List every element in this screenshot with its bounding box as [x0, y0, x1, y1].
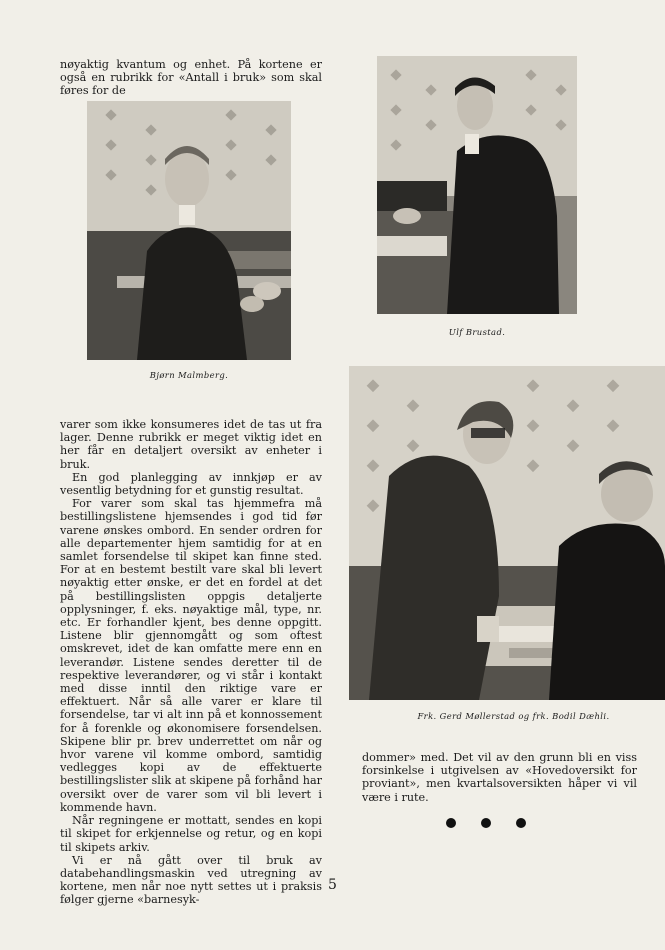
paragraph: Vi er nå gått over til bruk av databehandlingsmaskin ved utregning av kortene, men når noe nytt settes ut i praksis følger gjerne «barnesyk- [60, 853, 322, 907]
section-end-bullets [446, 818, 526, 828]
paragraph: Når regningene er mottatt, sendes en kopi til skipet for erkjennelse og retur, og en kopi til skipets arkiv. [60, 814, 322, 854]
paragraph: nøyaktig kvantum og enhet. På kortene er også en rubrikk for «Antall i bruk» som skal føres for de [60, 58, 322, 98]
page-number: 5 [328, 877, 337, 893]
bullet-dot [481, 818, 491, 828]
text-block-left [60, 418, 322, 907]
bullet-dot [516, 818, 526, 828]
text-block-top [60, 58, 322, 98]
photo-caption: Bjørn Malmberg. [149, 370, 229, 380]
bullet-dot [446, 818, 456, 828]
paragraph: varer som ikke konsumeres idet de tas ut fra lager. Denne rubrikk er meget viktig idet en her får en detaljert oversikt av enheter i bruk. [60, 418, 322, 471]
photo-ulf-brustad [377, 56, 577, 314]
paragraph: En god planlegging av innkjøp er av vesentlig betydning for et gunstig resultat. [60, 470, 322, 498]
photo-caption: Ulf Brustad. [448, 327, 506, 337]
photo-caption: Frk. Gerd Møllerstad og frk. Bodil Dæhli. [417, 711, 610, 721]
paragraph: For varer som skal tas hjemmefra må bestillingslistene hjemsendes i god tid før varene ønskes ombord. En sender ordren for alle departementer hjem samtidig for at en samlet forsendelse til skipet kan finne sted. For at en bestemt bestilt vare skal bli levert nøyaktig etter ønske, er det en fordel at det på bestillingslisten oppgis detaljerte opplysninger, f. eks. nøyaktige mål, type, nr. etc. Er forhandler kjent, bes denne oppgitt. Listene blir gjennomgått og som oftest omskrevet, idet de kan omfatte mere enn en leverandør. Listene sendes deretter til de respektive leverandører, og vi står i kontakt med disse inntil den riktige vare er effektuert. Når så alle varer er klare til forsendelse, tar vi alt inn på et konnossement for å forenkle og økonomisere forsendelsen. Skipene blir pr. brev underrettet om når og hvor varene vil komme ombord, samtidig vedlegges kopi av de effektuerte bestillingslister slik at skipene på forhånd har oversikt over de varer som vil bli levert i kommende havn. [60, 497, 322, 814]
photo-bjorn-malmberg [87, 101, 291, 360]
paragraph: dommer» med. Det vil av den grunn bli en viss forsinkelse i utgivelsen av «Hovedoversikt for proviant», men kvartalsoversikten håper vi vil være i rute. [362, 751, 637, 804]
text-block-right [362, 751, 637, 804]
photo-gerd-mollerstad-bodil-daehli [349, 366, 665, 700]
